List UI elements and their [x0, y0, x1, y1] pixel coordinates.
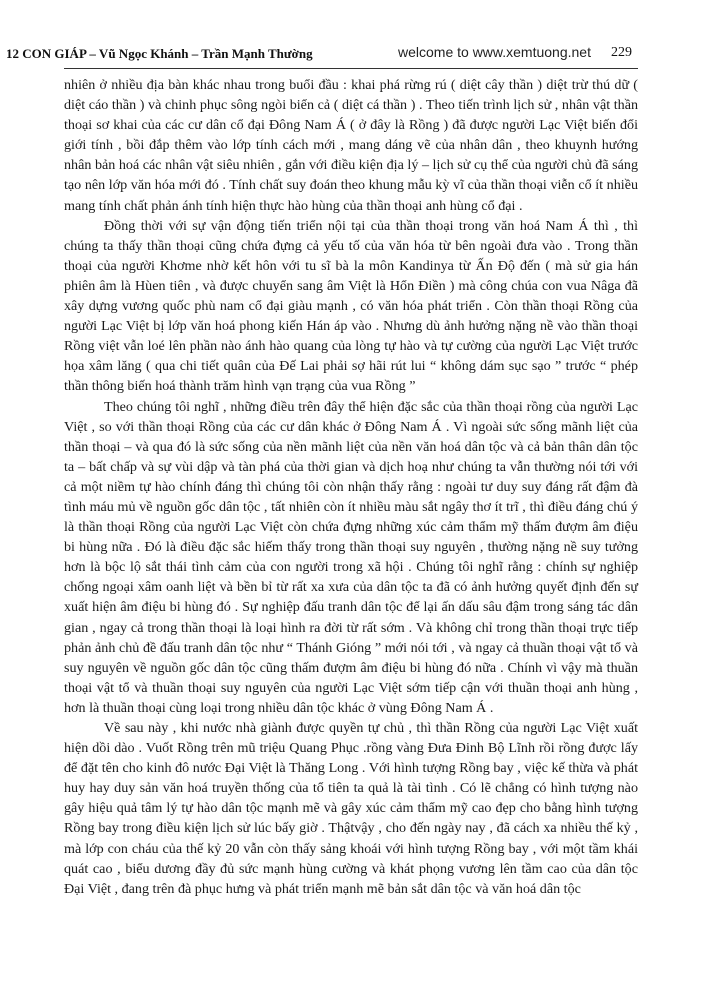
- paragraph: Về sau này , khi nước nhà giành được quyền tự chủ , thì thần Rồng của người Lạc Việt xuất hiện dồi dào . Vuốt Rồng trên mũ triệu Quang Phục .rồng vàng Đưa Đinh Bộ Lĩnh rồi rồng được lấy để đặt tên cho kinh đô nước Đại Việt là Thăng Long . Với hình tượng Rồng bay , việc kế thừa và phát huy hay duy sản văn hoá truyền thống của tổ tiên ta quả là tài tình . Có lẽ chẳng có hình tượng nào gây hiệu quả tâm lý tự hào dân tộc mạnh mẽ và gây xúc cảm thẩm mỹ cao đẹp cho bằng hình tượng Rồng bay trong điều kiện lịch sử lúc bấy giờ . Thậtvậy , cho đến ngày nay , đã cách xa nhiều thế kỷ , mà lớp con cháu của thế kỷ 20 vẫn còn thấy sảng khoái với hình tượng Rồng bay , với một tầm khái quát cao , biểu dương đầy đủ sức mạnh hùng cường và khát phọng vương lên tầm cao của dân tộc Đại Việt , đang trên đà phục hưng và phát triển mạnh mẽ bản sắt dân tộc và văn hoá dân tộc: [64, 720, 638, 897]
- page-number: 229: [611, 45, 632, 60]
- header-divider: [64, 68, 638, 69]
- paragraph: Theo chúng tôi nghĩ , những điều trên đây thể hiện đặc sắc của thần thoại rồng của người Lạc Việt , so với thần thoại Rồng của các cư dân khác ở Đông Nam Á . Vì ngoài sức sống mãnh liệt của thần thoại – và qua đó là sức sống của nền mãnh liệt của nền văn hoá dân tộc và cả bản thân dân tộc ta – bất chấp và sự vùi dập và tàn phá của thời gian và dịch hoạ như chúng ta vẫn thường nói tới với cả một niềm tự hào chính đáng thì chúng tôi còn nhận thấy rằng : ngoài tư duy suy đáng rất đậm đà tình máu mủ về nguồn gốc dân tộc , tất nhiên còn ít nhiều màu sắt ngây thơ ít trĩ , thì điều đáng chú ý là thần thoại Rồng của người Lạc Việt còn chứa đựng những xúc cảm thẩm mỹ thấm đượm âm điệu bi hùng nữa . Đó là điều đặc sắc hiếm thấy trong thần thoại suy nguyên , thường nặng nề suy tưởng hơn là bộc lộ sắt thái tình cảm của con người trong xã hội . Chúng tôi nghĩ rằng : chính sự nghiệp chống ngoại xâm oanh liệt và bền bỉ từ rất xa xưa của dân tộc ta đã có ảnh hưởng quyết định đến sự xuất hiện âm điệu bi hùng đó . Sự nghiệp đấu tranh dân tộc để lại ấn dấu sâu đậm trong sáng tác dân gian , ngay cả trong thần thoại là loại hình ra đời từ rất sớm . Và không chỉ trong thần thoại trực tiếp phản ảnh chủ đề đấu tranh dân tộc như “ Thánh Gióng ” mới nói tới , và ngay cả thuần thoại vật tổ và suy nguyên về nguồn gốc dân tộc cũng thấm đượm âm điệu bi hùng đó nữa . Chính vì vậy mà thuần thoại vật tổ và thuần thoại suy nguyên của người Lạc Việt sớm tiếp cận với thuần thoại anh hùng , hơn là thuần thoại cùng loại trong nhiều dân tộc khác ở vùng Đông Nam Á .: [64, 398, 638, 716]
- book-title: 12 CON GIÁP – Vũ Ngọc Khánh – Trần Mạnh Thường: [6, 46, 313, 61]
- paragraph-continued: nhiên ở nhiều địa bàn khác nhau trong buổi đầu : khai phá rừng rú ( diệt cây thần ) diệt trừ thú dữ ( diệt cáo thần ) và chinh phục sông ngòi biển cả ( diệt cá thần ) . Theo tiến trình lịch sử , nhân vật thần thoại sơ khai của các cư dân cổ đại Đông Nam Á ( ở đây là Rồng ) đã được người Lạc Việt biến đổi giới tính , bồi đắp thêm vào lớp tính cách mới , mang dáng vẽ của nhân dân , theo khuynh hướng nhân bản hoá các nhân vật siêu nhiên , gắn với điều kiện địa lý – lịch sử cụ thể của người chủ đã sáng tạo nên lớp văn hóa mới đó . Tính chất suy đoán theo khung mẫu kỳ vĩ của thần thoại viễn cổ ít nhiều mang tính chất phản ánh tính hiện thực hào hùng của thần thoại anh hùng cổ đại .: [64, 77, 638, 214]
- page-header: [0, 0, 702, 64]
- document-body: [64, 75, 638, 899]
- paragraph: Đồng thời với sự vận động tiến triển nội tại của thần thoại trong văn hoá Nam Á thì , thì chúng ta thấy thần thoại cũng chứa đựng cả yếu tố của văn hóa từ bên ngoài đưa vào . Trong thần thoại của người Khơme nhờ kết hôn với tu sĩ bà la môn Kandinya từ Ấn Độ đến ( mà sử gia hán phiên âm là Hùen tiên , và được chuyển sang âm Việt là Hổn Điền ) mà công chúa con vua Nâga đã xây dựng vương quốc phù nam cổ đại giàu mạnh , có văn hóa phát triển . Còn thần thoại Rồng của người Lạc Việt bị lớp văn hoá phong kiến Hán áp vào . Nhưng dù ảnh hưởng nặng nề vào thần thoại Rồng việt vẫn loé lên phần nào ánh hào quang của lòng tự hào và tự cường của người Lạc Việt trước họa xâm lăng ( qua chi tiết quân của Đế Lai phải sợ hãi rút lui “ không dám sục sạo ” trước “ phép thần thông biến hoá thành trăm hình vạn trạng của vua Rồng ”: [64, 217, 638, 395]
- website-link[interactable]: welcome to www.xemtuong.net: [398, 44, 591, 60]
